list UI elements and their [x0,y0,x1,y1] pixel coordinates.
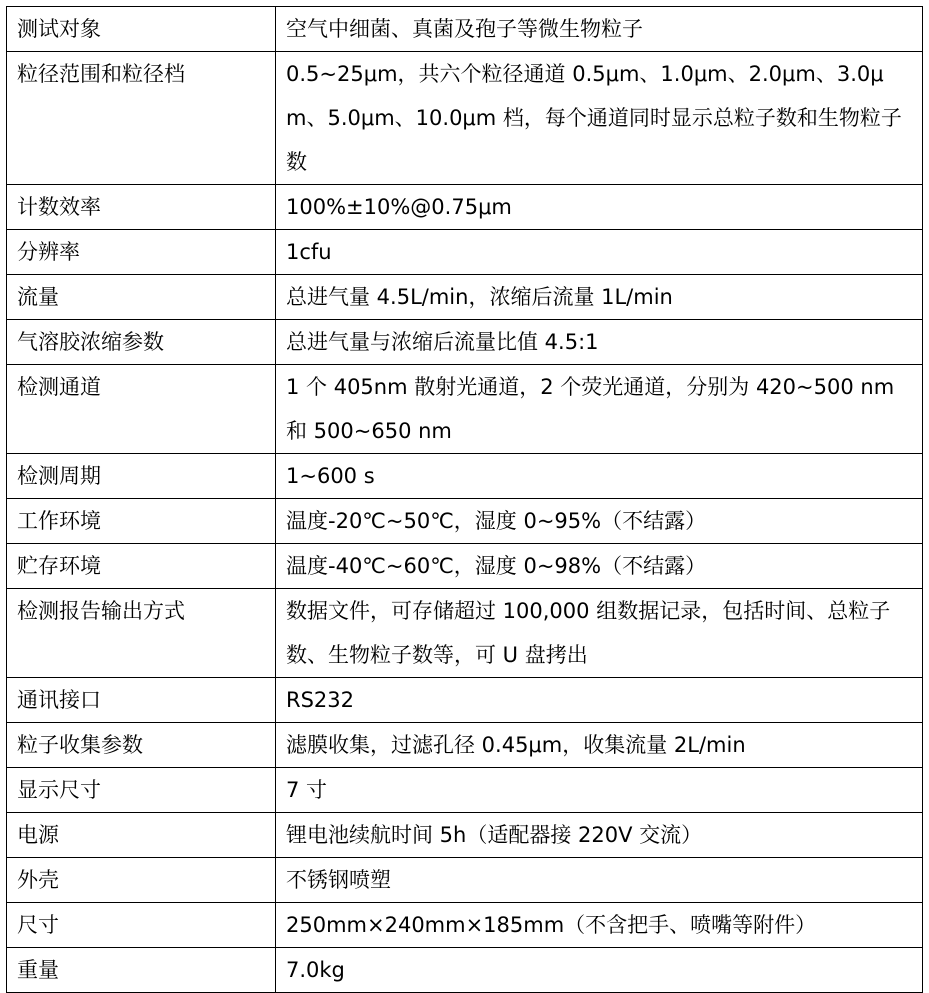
spec-value: 1 个 405nm 散射光通道，2 个荧光通道，分别为 420~500 nm 和 500~650 nm [276,365,923,454]
spec-label: 分辨率 [7,230,276,275]
spec-label: 工作环境 [7,499,276,544]
spec-table [6,6,923,993]
table-row [7,768,923,813]
table-row [7,275,923,320]
spec-label: 外壳 [7,858,276,903]
spec-value: 数据文件，可存储超过 100,000 组数据记录，包括时间、总粒子数、生物粒子数等，可 U 盘拷出 [276,589,923,678]
spec-label: 尺寸 [7,903,276,948]
table-row [7,320,923,365]
spec-value: 温度-40℃~60℃，湿度 0~98%（不结露） [276,544,923,589]
spec-value: 不锈钢喷塑 [276,858,923,903]
spec-value: 7 寸 [276,768,923,813]
spec-label: 检测报告输出方式 [7,589,276,678]
spec-value: 1cfu [276,230,923,275]
spec-value: 总进气量与浓缩后流量比值 4.5:1 [276,320,923,365]
table-row [7,230,923,275]
table-row [7,589,923,678]
table-row [7,678,923,723]
table-row [7,52,923,185]
spec-label: 重量 [7,948,276,993]
spec-value: 锂电池续航时间 5h（适配器接 220V 交流） [276,813,923,858]
spec-value: 1~600 s [276,454,923,499]
spec-value: 总进气量 4.5L/min，浓缩后流量 1L/min [276,275,923,320]
table-row [7,813,923,858]
spec-label: 检测通道 [7,365,276,454]
table-row [7,544,923,589]
spec-label: 计数效率 [7,185,276,230]
spec-value: 7.0kg [276,948,923,993]
table-row [7,185,923,230]
spec-value: 100%±10%@0.75μm [276,185,923,230]
table-row [7,858,923,903]
spec-label: 通讯接口 [7,678,276,723]
spec-value: 温度-20℃~50℃，湿度 0~95%（不结露） [276,499,923,544]
table-row [7,499,923,544]
spec-label: 粒子收集参数 [7,723,276,768]
spec-value: 滤膜收集，过滤孔径 0.45μm，收集流量 2L/min [276,723,923,768]
table-row [7,723,923,768]
spec-value: RS232 [276,678,923,723]
spec-value: 250mm×240mm×185mm（不含把手、喷嘴等附件） [276,903,923,948]
spec-label: 气溶胶浓缩参数 [7,320,276,365]
table-row [7,903,923,948]
spec-label: 电源 [7,813,276,858]
spec-label: 贮存环境 [7,544,276,589]
table-row [7,365,923,454]
table-row [7,7,923,52]
spec-label: 显示尺寸 [7,768,276,813]
spec-value: 空气中细菌、真菌及孢子等微生物粒子 [276,7,923,52]
spec-label: 流量 [7,275,276,320]
spec-value: 0.5~25μm，共六个粒径通道 0.5μm、1.0μm、2.0μm、3.0μm、5.0μm、10.0μm 档，每个通道同时显示总粒子数和生物粒子数 [276,52,923,185]
table-row [7,948,923,993]
spec-label: 测试对象 [7,7,276,52]
spec-label: 粒径范围和粒径档 [7,52,276,185]
spec-label: 检测周期 [7,454,276,499]
table-row [7,454,923,499]
